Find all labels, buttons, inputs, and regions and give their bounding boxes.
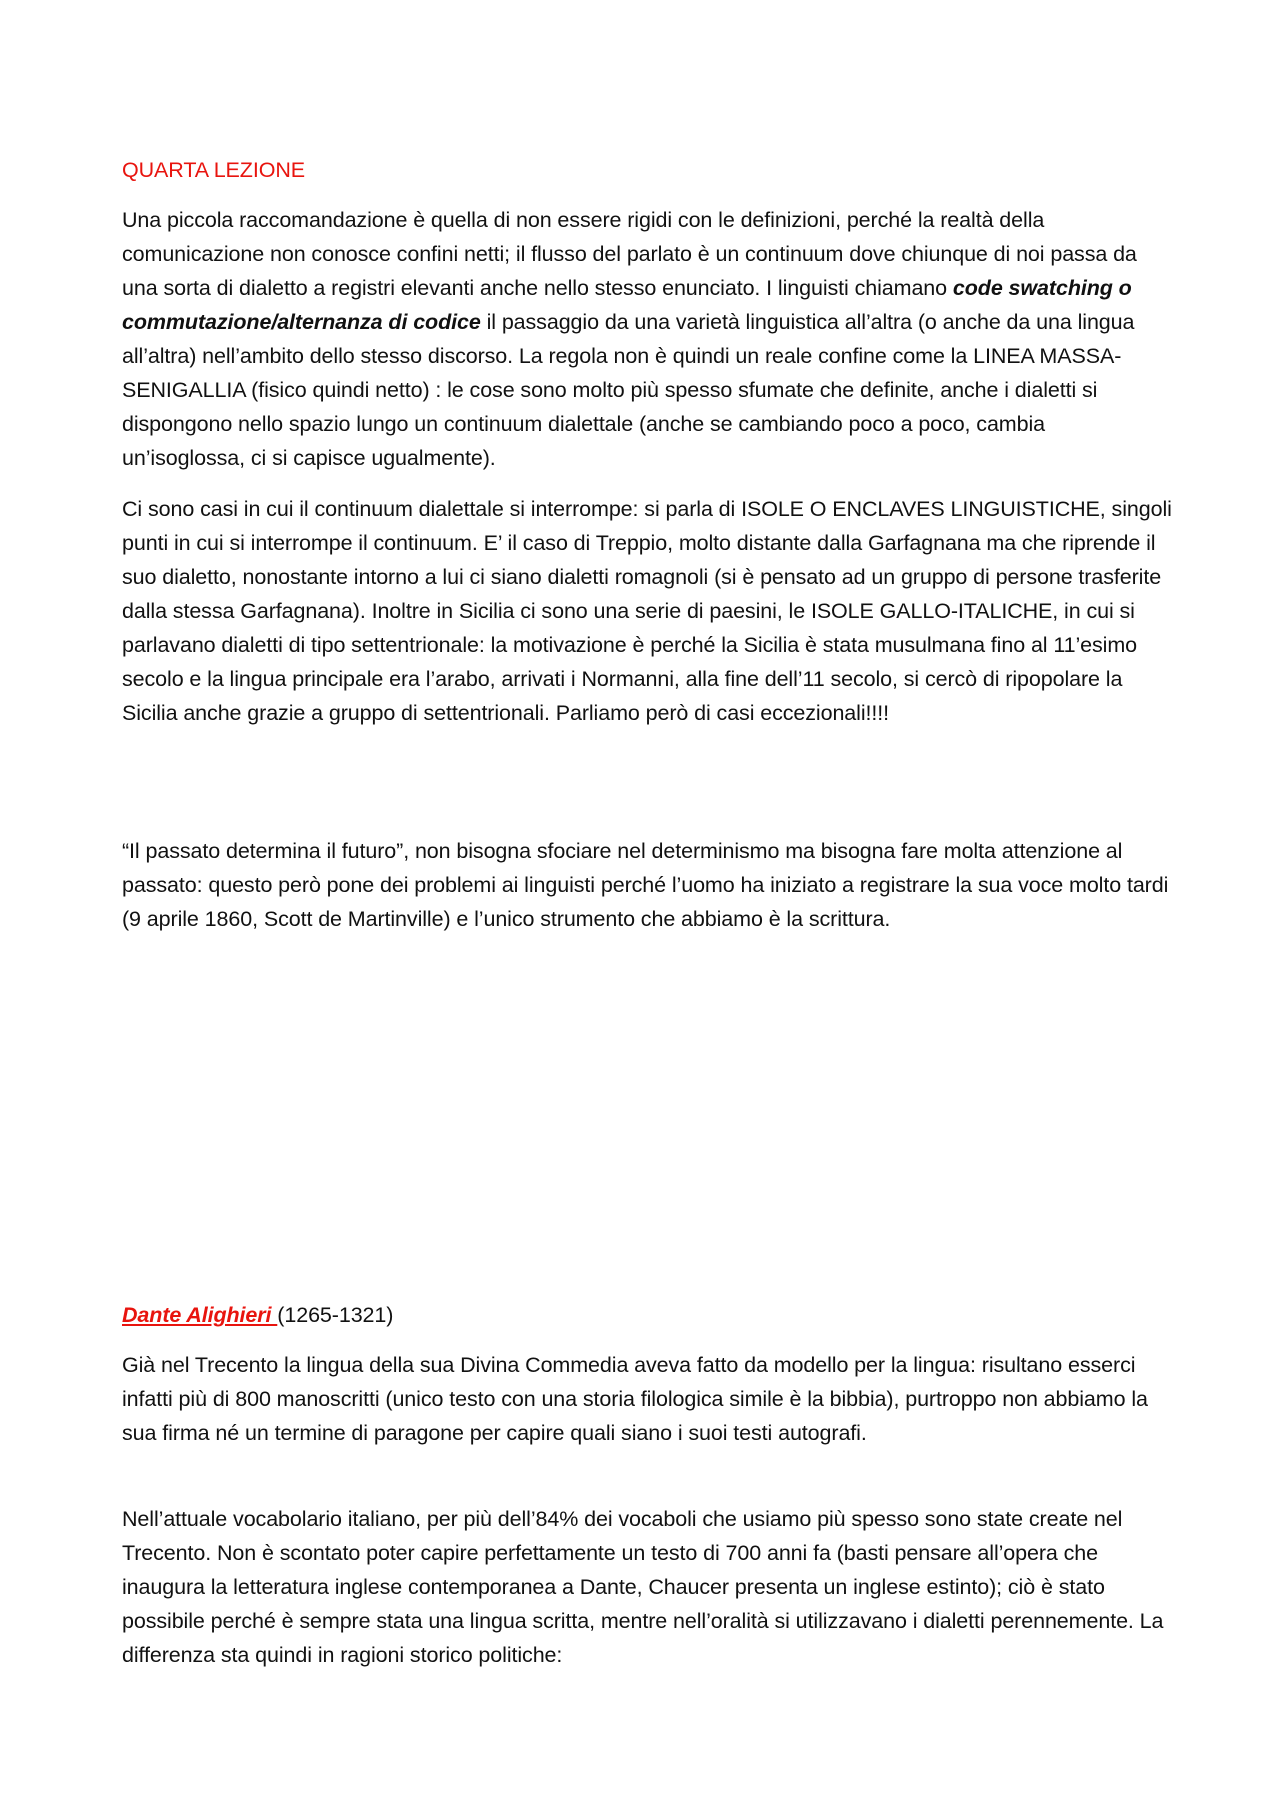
dante-dates: (1265-1321) — [277, 1303, 394, 1327]
paragraph-passato-futuro: “Il passato determina il futuro”, non bisogna sfociare nel determinismo ma bisogna fare molta attenzione al passato: questo però pone dei problemi ai linguisti perché l’uomo ha iniziato a registrare la sua voce molto tardi (9 aprile 1860, Scott de Martinville) e l’unico strumento che abbiamo è la scrittura. — [122, 839, 1169, 931]
term-code-switching: code swatching o commutazione/alternanza di codice — [122, 276, 1132, 334]
paragraph-code-switching — [122, 203, 1172, 475]
paragraph-text-before: Una piccola raccomandazione è quella di non essere rigidi con le definizioni, perché la realtà della comunicazione non conosce confini netti; il flusso del parlato è un continuum dove chiunque di noi passa da una sorta di dialetto a registri elevanti anche nello stesso enunciato. I linguisti chiamano — [122, 208, 1137, 300]
paragraph-isole-linguistiche: Ci sono casi in cui il continuum dialettale si interrompe: si parla di ISOLE O ENCLAVES LINGUISTICHE, singoli punti in cui si interrompe il continuum. E’ il caso di Treppio, molto distante dalla Garfagnana ma che riprende il suo dialetto, nonostante intorno a lui ci siano dialetti romagnoli (si è pensato ad un gruppo di persone trasferite dalla stessa Garfagnana). Inoltre in Sicilia ci sono una serie di paesini, le ISOLE GALLO-ITALICHE, in cui si parlavano dialetti di tipo settentrionale: la motivazione è perché la Sicilia è stata musulmana fino al 11’esimo secolo e la lingua principale era l’arabo, arrivati i Normanni, alla fine dell’11 secolo, si cercò di ripopolare la Sicilia anche grazie a gruppo di settentrionali. Parliamo però di casi eccezionali!!!! — [122, 497, 1172, 725]
paragraph-text-after: il passaggio da una varietà linguistica all’altra (o anche da una lingua all’altra) nell’ambito dello stesso discorso. La regola non è quindi un reale confine come la LINEA MASSA-SENIGALLIA (fisico quindi netto) : le cose sono molto più spesso sfumate che definite, anche i dialetti si dispongono nello spazio lungo un continuum dialettale (anche se cambiando poco a poco, cambia un’isoglossa, ci si capisce ugualmente). — [122, 310, 1135, 470]
paragraph-divina-commedia: Già nel Trecento la lingua della sua Divina Commedia aveva fatto da modello per la lingua: risultano esserci infatti più di 800 manoscritti (unico testo con una storia filologica simile è la bibbia), purtroppo non abbiamo la sua firma né un termine di paragone per capire quali siano i suoi testi autografi. — [122, 1353, 1148, 1445]
dante-alighieri-link[interactable]: Dante Alighieri — [122, 1303, 278, 1327]
section-heading-dante — [122, 1298, 1172, 1332]
paragraph-vocabolario-italiano: Nell’attuale vocabolario italiano, per più dell’84% dei vocaboli che usiamo più spesso sono state create nel Trecento. Non è scontato poter capire perfettamente un testo di 700 anni fa (basti pensare all’opera che inaugura la letteratura inglese contemporanea a Dante, Chaucer presenta un inglese estinto); ciò è stato possibile perché è sempre stata una lingua scritta, mentre nell’oralità si utilizzavano i dialetti perennemente. La differenza sta quindi in ragioni storico politiche: — [122, 1507, 1164, 1667]
section-heading-quarta-lezione: QUARTA LEZIONE — [122, 158, 305, 182]
